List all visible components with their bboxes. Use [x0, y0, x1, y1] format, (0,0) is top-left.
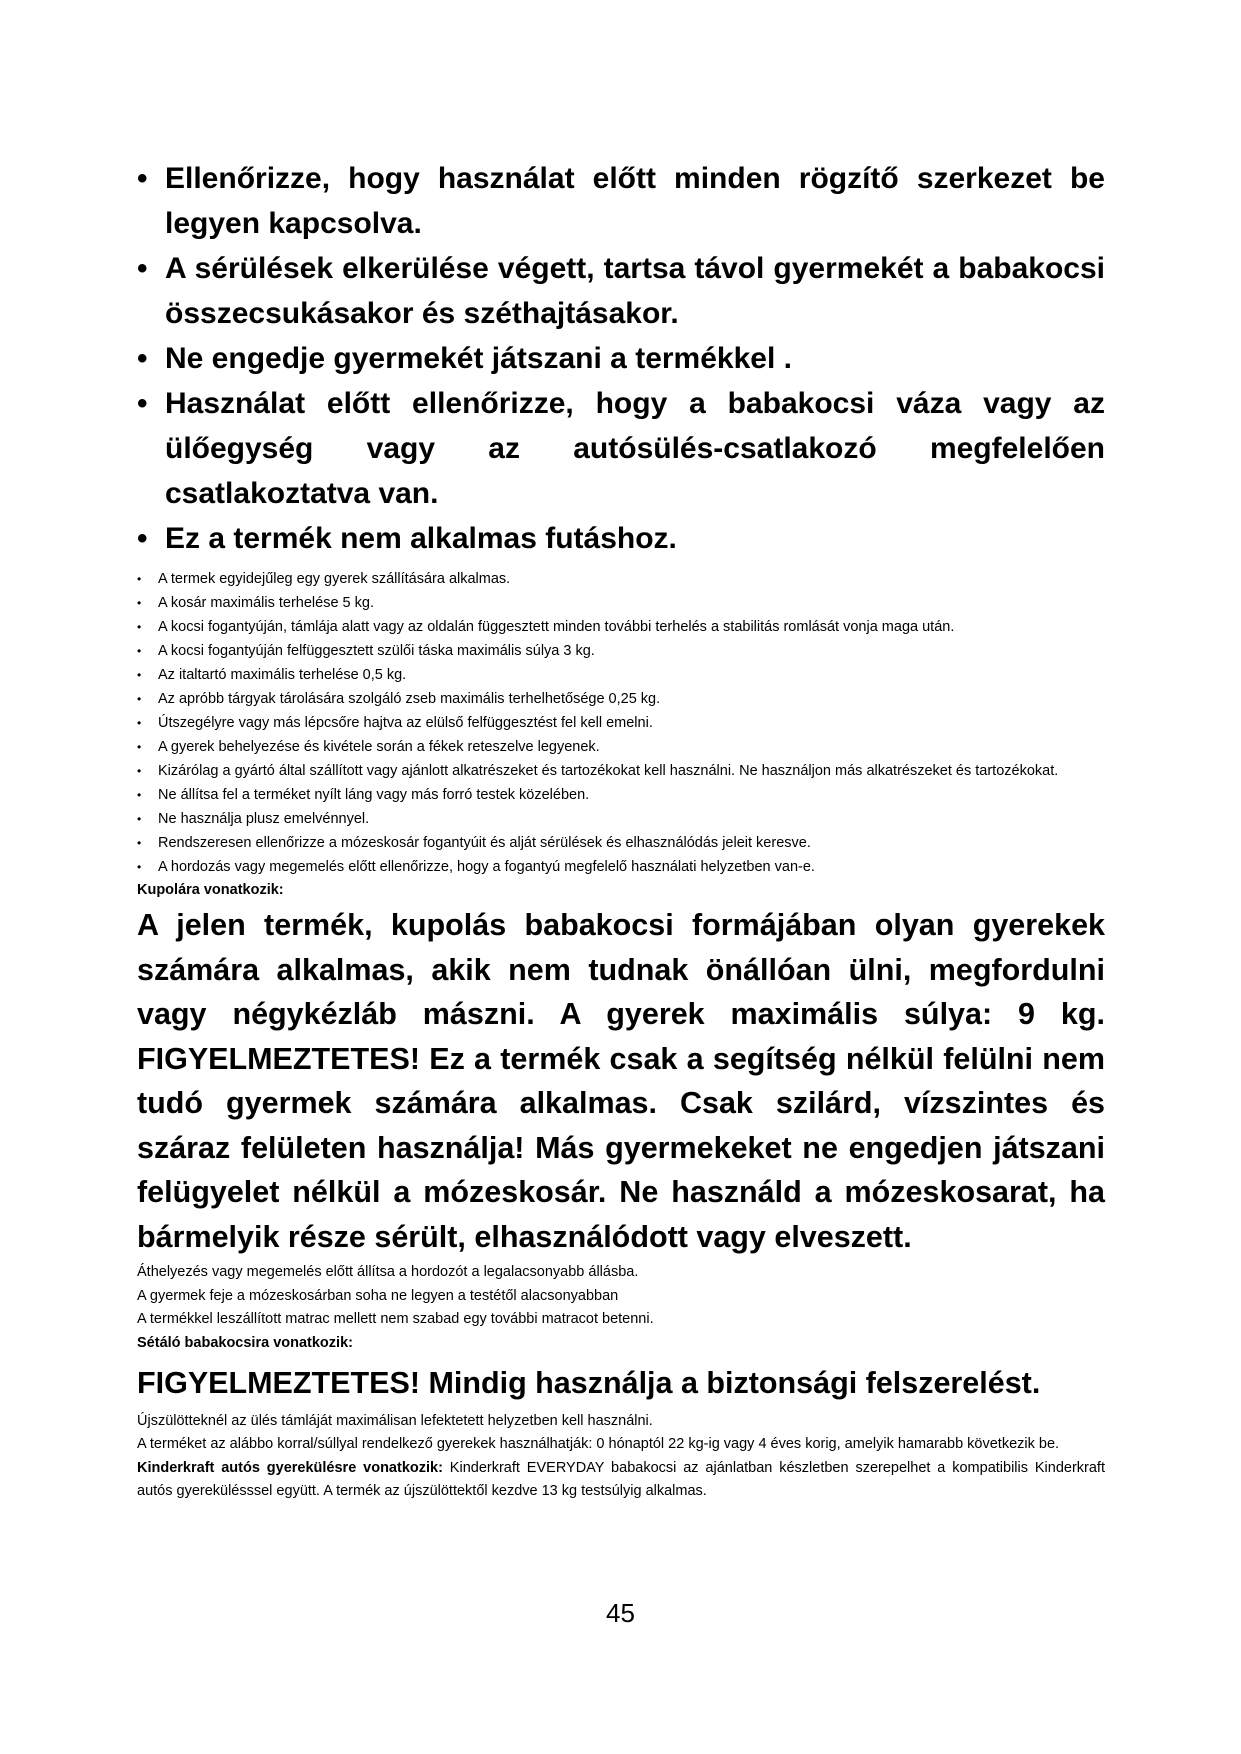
list-item: • Kizárólag a gyártó által szállított vagy ajánlott alkatrészeket és tartozékokat kell használni. Ne használjon más alkatrészeket és tartozékokat. [137, 759, 1105, 783]
bullet-icon: • [137, 740, 142, 754]
list-item: • Az apróbb tárgyak tárolására szolgáló zseb maximális terhelhetősége 0,25 kg. [137, 687, 1105, 711]
cupola-heading: Kupolára vonatkozik: [137, 882, 284, 898]
cupola-note: A termékkel leszállított matrac mellett nem szabad egy további matracot betenni. [137, 1311, 654, 1327]
bullet-icon: • [137, 668, 142, 682]
bullet-icon: • [137, 252, 148, 285]
bullet-icon: • [137, 620, 142, 634]
bullet-icon: • [137, 764, 142, 778]
bullet-icon: • [137, 860, 142, 874]
list-item: • A kocsi fogantyúján, támlája alatt vagy az oldalán függesztett minden további terhelés a stabilitás romlását vonja maga után. [137, 615, 1105, 639]
cupola-note: Áthelyezés vagy megemelés előtt állítsa a hordozót a legalacsonyabb állásba. [137, 1264, 639, 1280]
secondary-warning-list [137, 567, 1105, 879]
stroller-note: A terméket az alábbo korral/súllyal rendelkező gyerekek használhatják: 0 hónaptól 22 kg-ig vagy 4 éves korig, amelyik hamarabb következik be. [137, 1436, 1060, 1452]
bullet-icon: • [137, 836, 142, 850]
stroller-warning-title: FIGYELMEZTETES! Mindig használja a biztonsági felszerelést. [137, 1365, 1041, 1400]
list-item: • A termek egyidejűleg egy gyerek szállítására alkalmas. [137, 567, 1105, 591]
list-item: • Útszegélyre vagy más lépcsőre hajtva az elülső felfüggesztést fel kell emelni. [137, 711, 1105, 735]
bullet-icon: • [137, 342, 148, 375]
bullet-icon: • [137, 692, 142, 706]
bullet-icon: • [137, 644, 142, 658]
stroller-note: Újszülötteknél az ülés támláját maximálisan lefektetett helyzetben kell használni. [137, 1412, 653, 1429]
list-item: • A kocsi fogantyúján felfüggesztett szülői táska maximális súlya 3 kg. [137, 639, 1105, 663]
bullet-icon: • [137, 572, 142, 586]
bullet-icon: • [137, 716, 142, 730]
car-seat-text: Kinderkraft EVERYDAY babakocsi az ajánlatban készletben szerepelhet a kompatibilis Kinderkraft autós gyerekülésssel együtt. A termék az újszülöttektől kezdve 13 kg testsúlyig alkalmas. [137, 1459, 1105, 1499]
list-item: • Ne engedje gyermekét játszani a termékkel . [137, 336, 1105, 381]
page-number: 45 [606, 1598, 635, 1628]
cupola-note: A gyermek feje a mózeskosárban soha ne legyen a testétől alacsonyabban [137, 1287, 619, 1304]
bullet-icon: • [137, 162, 148, 195]
car-seat-label: Kinderkraft autós gyerekülésre vonatkozik: [137, 1459, 443, 1476]
page-content [137, 156, 1105, 1504]
list-item: • A kosár maximális terhelése 5 kg. [137, 591, 1105, 615]
list-item: • A sérülések elkerülése végett, tartsa távol gyermekét a babakocsi összecsukásakor és széthajtásakor. [137, 246, 1105, 336]
list-item: • A hordozás vagy megemelés előtt ellenőrizze, hogy a fogantyú megfelelő használati helyzetben van-e. [137, 855, 1105, 879]
list-item: • Ellenőrizze, hogy használat előtt minden rögzítő szerkezet be legyen kapcsolva. [137, 156, 1105, 246]
bullet-icon: • [137, 596, 142, 610]
bullet-icon: • [137, 788, 142, 802]
car-seat-paragraph [137, 1457, 1105, 1504]
bullet-icon: • [137, 812, 142, 826]
list-item: • Rendszeresen ellenőrizze a mózeskosár fogantyúit és alját sérülések és elhasználódás jeleit keresve. [137, 831, 1105, 855]
list-item: • Az italtartó maximális terhelése 0,5 kg. [137, 663, 1105, 687]
list-item: • Használat előtt ellenőrizze, hogy a babakocsi váza vagy az ülőegység vagy az autósülés-csatlakozó megfelelően csatlakoztatva van. [137, 381, 1105, 516]
bullet-icon: • [137, 387, 148, 420]
bullet-icon: • [137, 522, 148, 555]
list-item: • Ez a termék nem alkalmas futáshoz. [137, 516, 1105, 561]
stroller-heading: Sétáló babakocsira vonatkozik: [137, 1334, 353, 1351]
list-item: • Ne használja plusz emelvénnyel. [137, 807, 1105, 831]
list-item: • A gyerek behelyezése és kivétele során a fékek reteszelve legyenek. [137, 735, 1105, 759]
primary-warning-list [137, 156, 1105, 561]
cupola-warning: A jelen termék, kupolás babakocsi formájában olyan gyerekek számára alkalmas, akik nem tudnak önállóan ülni, megfordulni vagy négykézláb mászni. A gyerek maximális súlya: 9 kg. FIGYELMEZTETES! Ez a termék csak a segítség nélkül felülni nem tudó gyermek számára alkalmas. Csak szilárd, vízszintes és száraz felületen használja! Más gyermekeket ne engedjen játszani felügyelet nélkül a mózeskosár. Ne használd a mózeskosarat, ha bármelyik része sérült, elhasználódott vagy elveszett. [137, 908, 1105, 1254]
list-item: • Ne állítsa fel a terméket nyílt láng vagy más forró testek közelében. [137, 783, 1105, 807]
